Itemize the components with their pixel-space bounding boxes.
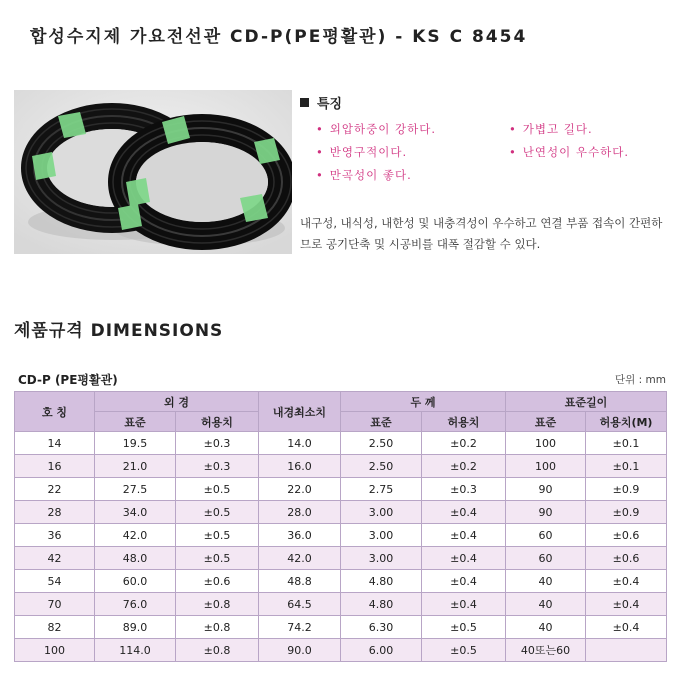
table-cell: 82	[15, 616, 95, 639]
table-cell: ±0.3	[176, 455, 259, 478]
table-cell: ±0.6	[586, 524, 667, 547]
table-row	[15, 639, 667, 662]
features-heading-label: 특징	[317, 97, 343, 112]
table-cell: ±0.3	[176, 432, 259, 455]
table-cell: 40	[506, 616, 586, 639]
bullet-icon: •	[316, 145, 324, 159]
feature-text: 만곡성이 좋다.	[329, 168, 412, 182]
features-heading	[300, 93, 342, 112]
table-cell: 3.00	[341, 524, 422, 547]
table-cell: ±0.1	[586, 432, 667, 455]
table-cell: ±0.8	[176, 639, 259, 662]
page-title: 합성수지제 가요전선관 CD-P(PE평활관) - KS C 8454	[30, 27, 528, 47]
table-cell: ±0.5	[176, 501, 259, 524]
subheader-tolerance-m: 허용치(M)	[586, 412, 667, 432]
feature-text: 난연성이 우수하다.	[522, 145, 629, 159]
feature-item	[316, 121, 436, 137]
table-row	[15, 501, 667, 524]
table-cell: 3.00	[341, 501, 422, 524]
table-cell: 60	[506, 547, 586, 570]
table-cell: 40또는60	[506, 639, 586, 662]
table-row	[15, 547, 667, 570]
table-cell: ±0.4	[422, 570, 506, 593]
table-row	[15, 570, 667, 593]
table-cell: ±0.4	[586, 570, 667, 593]
subheader-standard: 표준	[95, 412, 176, 432]
table-cell: 16	[15, 455, 95, 478]
table-cell: ±0.3	[422, 478, 506, 501]
table-cell: 22	[15, 478, 95, 501]
table-cell: ±0.5	[176, 478, 259, 501]
table-cell: 54	[15, 570, 95, 593]
table-cell: 14	[15, 432, 95, 455]
table-cell: ±0.5	[422, 639, 506, 662]
product-photo	[14, 90, 292, 254]
conduit-coils-image	[14, 90, 292, 254]
dimensions-table	[14, 391, 667, 662]
subheader-tolerance: 허용치	[422, 412, 506, 432]
table-cell: ±0.2	[422, 455, 506, 478]
bullet-icon: •	[316, 168, 324, 182]
subheader-standard: 표준	[341, 412, 422, 432]
table-cell: 2.50	[341, 432, 422, 455]
table-cell: 89.0	[95, 616, 176, 639]
table-cell: ±0.5	[176, 524, 259, 547]
square-bullet-icon	[300, 98, 309, 107]
table-cell: 19.5	[95, 432, 176, 455]
table-cell: 40	[506, 593, 586, 616]
table-cell: ±0.6	[586, 547, 667, 570]
feature-item	[509, 121, 593, 137]
table-title: CD-P (PE평활관)	[18, 373, 118, 387]
table-cell: 76.0	[95, 593, 176, 616]
table-cell: ±0.9	[586, 501, 667, 524]
table-cell: 90	[506, 501, 586, 524]
table-cell: 34.0	[95, 501, 176, 524]
table-cell: 2.75	[341, 478, 422, 501]
table-cell	[586, 639, 667, 662]
bullet-icon: •	[509, 145, 517, 159]
table-cell: ±0.1	[586, 455, 667, 478]
feature-text: 가볍고 길다.	[522, 122, 593, 136]
table-row	[15, 455, 667, 478]
table-cell: 22.0	[259, 478, 341, 501]
table-cell: ±0.4	[422, 547, 506, 570]
table-cell: 27.5	[95, 478, 176, 501]
header-standard-length: 표준길이	[506, 392, 667, 412]
table-cell: 42	[15, 547, 95, 570]
table-cell: 48.0	[95, 547, 176, 570]
table-cell: ±0.4	[586, 616, 667, 639]
table-cell: 100	[506, 432, 586, 455]
section-title: 제품규격 DIMENSIONS	[14, 321, 224, 341]
header-outer-diameter: 외 경	[95, 392, 259, 412]
table-cell: 74.2	[259, 616, 341, 639]
table-cell: 3.00	[341, 547, 422, 570]
table-cell: 6.30	[341, 616, 422, 639]
feature-item	[316, 144, 407, 160]
table-cell: 42.0	[95, 524, 176, 547]
unit-label: 단위 : mm	[615, 374, 666, 386]
table-row	[15, 478, 667, 501]
table-cell: 70	[15, 593, 95, 616]
table-cell: 100	[15, 639, 95, 662]
table-cell: 28.0	[259, 501, 341, 524]
feature-item	[509, 144, 629, 160]
table-cell: 4.80	[341, 570, 422, 593]
table-cell: ±0.8	[176, 593, 259, 616]
table-cell: 60.0	[95, 570, 176, 593]
table-cell: 4.80	[341, 593, 422, 616]
table-cell: 14.0	[259, 432, 341, 455]
table-cell: 16.0	[259, 455, 341, 478]
product-description: 내구성, 내식성, 내한성 및 내충격성이 우수하고 연결 부품 접속이 간편하므로 공기단축 및 시공비를 대폭 절감할 수 있다.	[300, 216, 663, 251]
feature-item	[316, 167, 412, 183]
table-cell: 42.0	[259, 547, 341, 570]
table-cell: 2.50	[341, 455, 422, 478]
table-cell: 28	[15, 501, 95, 524]
table-cell: 36.0	[259, 524, 341, 547]
table-cell: ±0.9	[586, 478, 667, 501]
table-cell: 90.0	[259, 639, 341, 662]
table-cell: 64.5	[259, 593, 341, 616]
table-cell: 48.8	[259, 570, 341, 593]
header-nominal: 호 칭	[15, 392, 95, 432]
table-cell: 40	[506, 570, 586, 593]
table-row	[15, 616, 667, 639]
table-cell: 60	[506, 524, 586, 547]
feature-text: 반영구적이다.	[329, 145, 408, 159]
bullet-icon: •	[316, 122, 324, 136]
header-inner-min: 내경최소치	[259, 392, 341, 432]
bullet-icon: •	[509, 122, 517, 136]
table-row	[15, 432, 667, 455]
header-thickness: 두 께	[341, 392, 506, 412]
table-row	[15, 524, 667, 547]
table-cell: ±0.4	[422, 593, 506, 616]
table-row	[15, 593, 667, 616]
table-cell: ±0.5	[176, 547, 259, 570]
table-cell: 36	[15, 524, 95, 547]
table-cell: 114.0	[95, 639, 176, 662]
subheader-tolerance: 허용치	[176, 412, 259, 432]
table-cell: 100	[506, 455, 586, 478]
table-cell: ±0.4	[422, 501, 506, 524]
table-cell: ±0.8	[176, 616, 259, 639]
subheader-standard: 표준	[506, 412, 586, 432]
table-cell: ±0.6	[176, 570, 259, 593]
feature-text: 외압하중이 강하다.	[329, 122, 436, 136]
table-cell: 6.00	[341, 639, 422, 662]
table-cell: 21.0	[95, 455, 176, 478]
table-cell: ±0.2	[422, 432, 506, 455]
table-cell: ±0.4	[422, 524, 506, 547]
table-cell: 90	[506, 478, 586, 501]
table-cell: ±0.4	[586, 593, 667, 616]
table-cell: ±0.5	[422, 616, 506, 639]
